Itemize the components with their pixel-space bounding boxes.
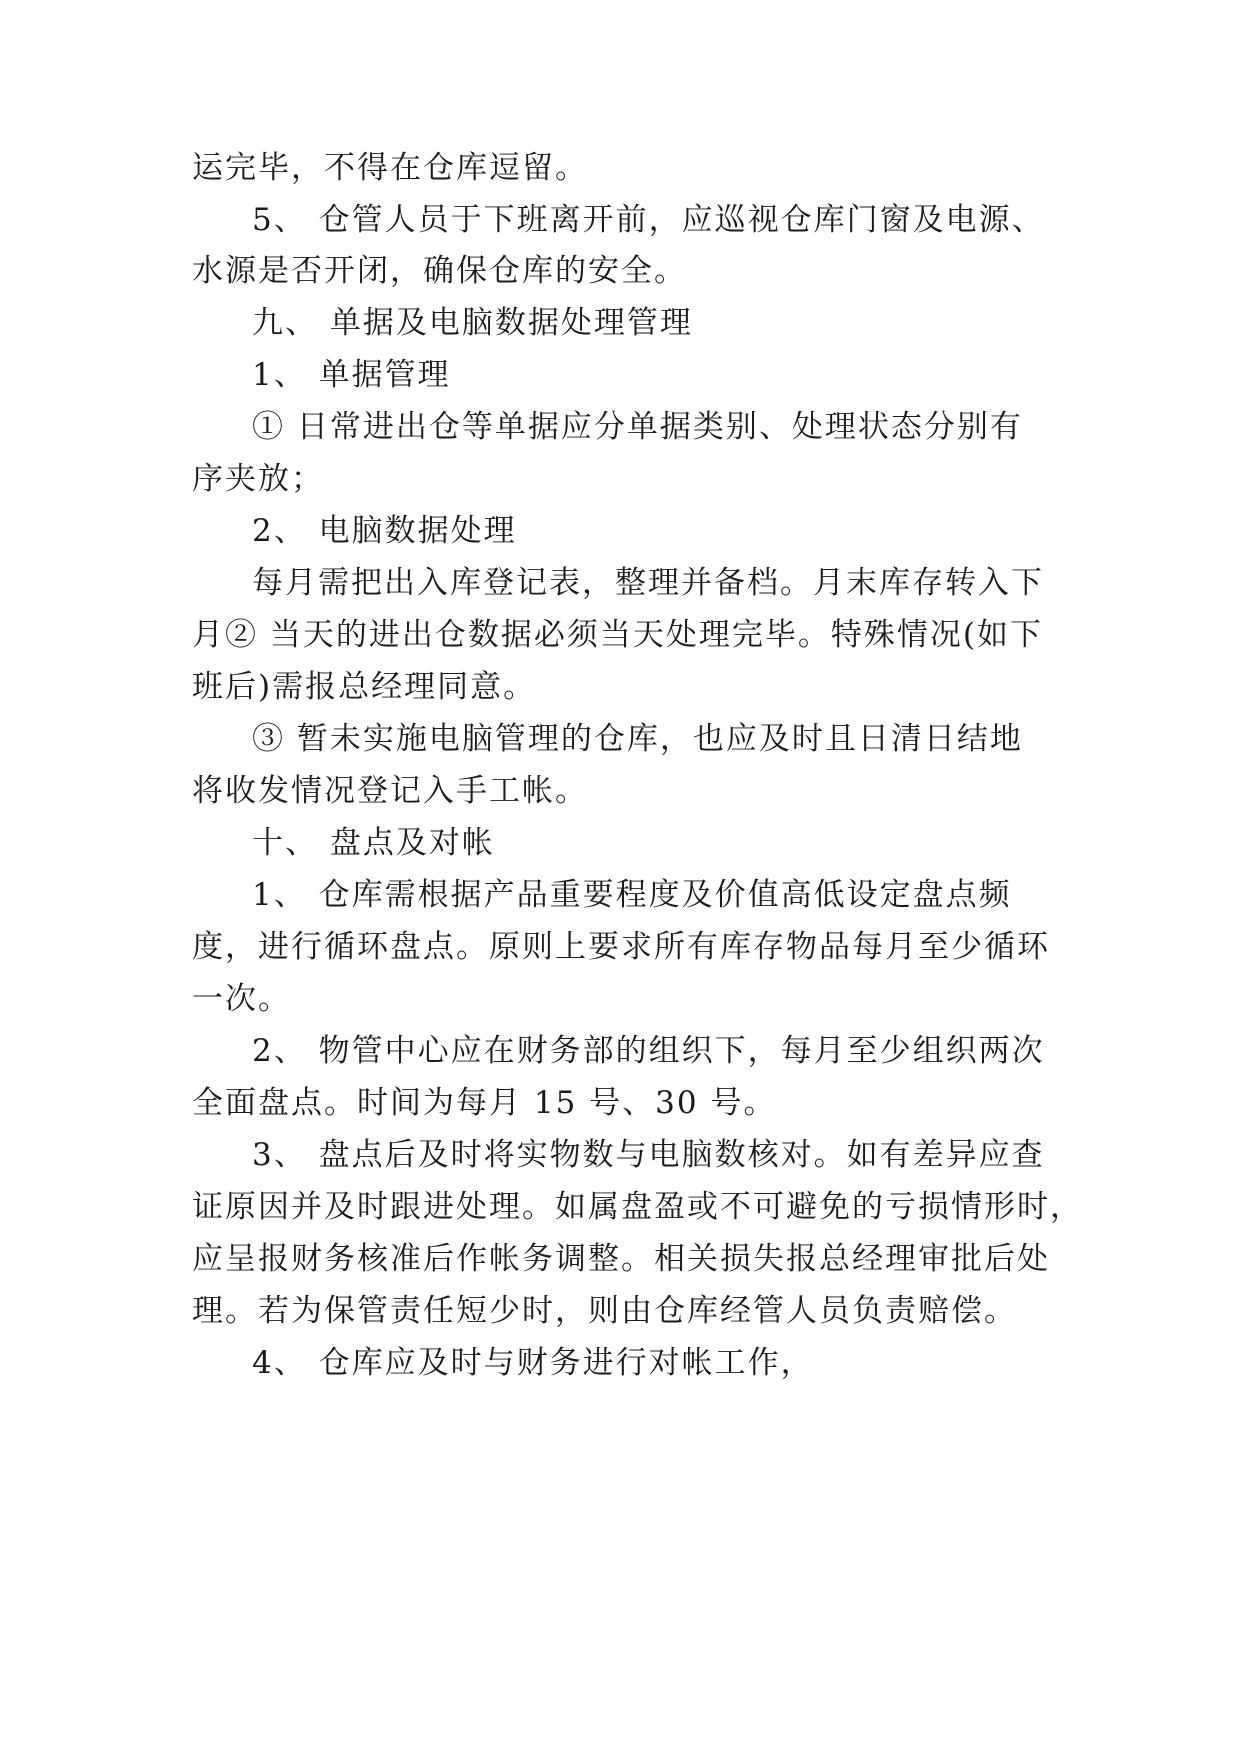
- subsection-heading: 2、 电脑数据处理: [252, 513, 517, 549]
- text-line: 2、 物管中心应在财务部的组织下，每月至少组织两次: [252, 1033, 1045, 1069]
- text-line: ③ 暂未实施电脑管理的仓库，也应及时且日清日结地: [252, 721, 1023, 757]
- text-line: 证原因并及时跟进处理。如属盘盈或不可避免的亏损情形时，: [192, 1189, 1083, 1225]
- text-line: 4、 仓库应及时与财务进行对帐工作，: [252, 1345, 814, 1381]
- text-line: 3、 盘点后及时将实物数与电脑数核对。如有差异应查: [252, 1137, 1045, 1173]
- section-heading: 九、 单据及电脑数据处理管理: [252, 305, 693, 341]
- subsection-heading: 1、 单据管理: [252, 357, 451, 393]
- text-line: 一次。: [192, 981, 291, 1017]
- text-line: 理。若为保管责任短少时，则由仓库经管人员负责赔偿。: [192, 1293, 1017, 1329]
- text-line: ① 日常进出仓等单据应分单据类别、处理状态分别有: [252, 409, 1023, 445]
- text-line: 5、 仓管人员于下班离开前，应巡视仓库门窗及电源、: [252, 202, 1045, 238]
- text-line: 度，进行循环盘点。原则上要求所有库存物品每月至少循环: [192, 929, 1050, 965]
- text-line: 月② 当天的进出仓数据必须当天处理完毕。特殊情况(如下: [192, 617, 1043, 653]
- text-line: 应呈报财务核准后作帐务调整。相关损失报总经理审批后处: [192, 1241, 1050, 1277]
- text-line: 班后)需报总经理同意。: [192, 669, 537, 705]
- text-line: 每月需把出入库登记表，整理并备档。月末库存转入下: [252, 565, 1044, 601]
- text-line: 全面盘点。时间为每月 15 号、30 号。: [192, 1085, 777, 1121]
- text-line: 水源是否开闭，确保仓库的安全。: [192, 253, 687, 289]
- text-line: 序夹放；: [192, 461, 324, 497]
- section-heading: 十、 盘点及对帐: [252, 825, 495, 861]
- text-line: 运完毕，不得在仓库逗留。: [192, 150, 588, 186]
- text-line: 将收发情况登记入手工帐。: [192, 773, 588, 809]
- text-line: 1、 仓库需根据产品重要程度及价值高低设定盘点频: [252, 877, 1012, 913]
